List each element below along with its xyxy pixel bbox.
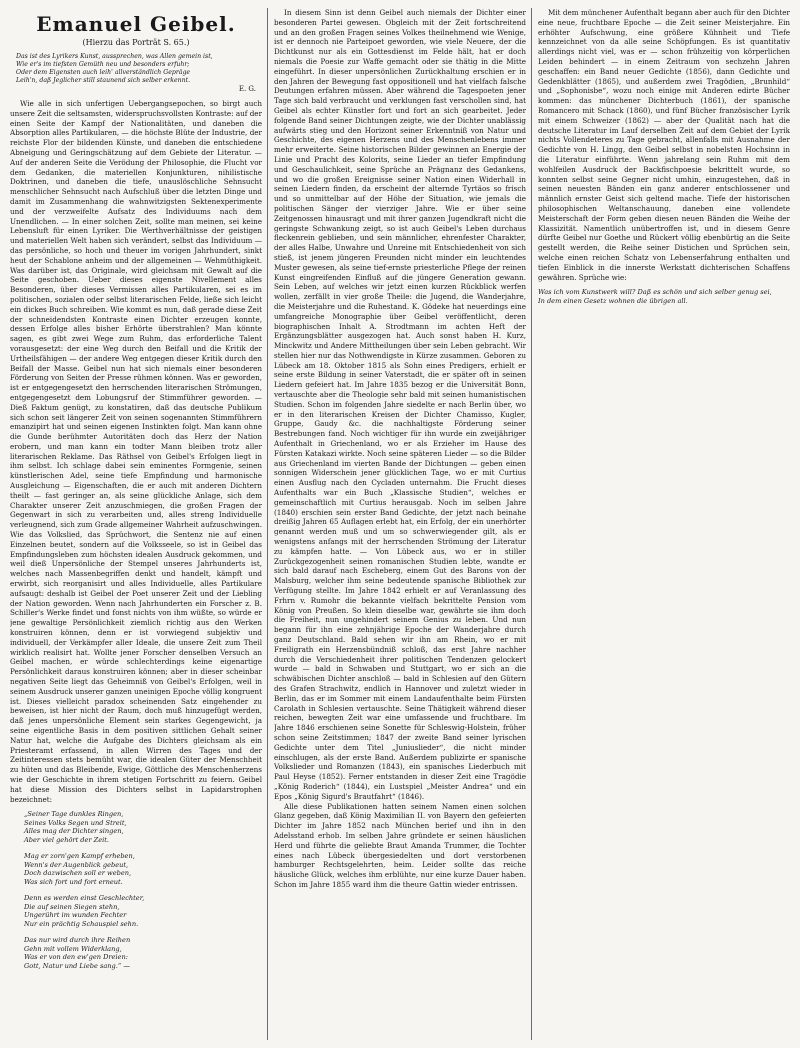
- poem-line: „Seiner Tage dunkles Ringen,: [24, 810, 124, 819]
- poem-line: Das nur wird durch ihre Reihen: [24, 936, 131, 945]
- poem-stanzas: [24, 810, 262, 970]
- poem-line: Aber viel gehört der Zeit.: [24, 835, 110, 844]
- motto-line: Oder dem Eigensten auch leih' allverständlich Gepräge: [16, 69, 191, 76]
- motto-line: Leih'n, daß Jeglicher still staunend sich selber erkennt.: [16, 77, 191, 84]
- motto-signature: E. G.: [238, 85, 256, 93]
- poem-line: Doch dazwischen soll er weben,: [24, 869, 132, 878]
- motto: [16, 53, 256, 85]
- body-paragraph: Alle diese Publikationen hatten seinem Namen einen solchen Glanz gegeben, daß König Maximilian II. von Bayern den gefeierten Dichter im Jahre 1852 nach München berief und ihn in den Adelsstand erhob. Im selben Jahre gründete er seinen häuslichen Herd und führte die geliebte Braut Amanda Trummer, die Tochter eines nach Lübeck übergesiedelten und dort verstorbenen hamburger Rechtsgelehrten, heim. Leider sollte das reiche häusliche Glück, welches ihm erblühte, nur eine kurze Dauer haben. Schon im Jahre 1855 ward ihm die theure Gattin wieder entrissen.: [274, 801, 526, 889]
- poem-line: [24, 886, 262, 894]
- poem-line: Nur ein prächtig Schauspiel sehn.: [24, 919, 139, 928]
- poem-line: Was er von den ew'gen Dreien:: [24, 953, 128, 962]
- poem-line: Alles mag der Dichter singen,: [24, 827, 124, 836]
- column-right: [538, 8, 790, 1040]
- poem-line: Gehn mit vollem Widerklang,: [24, 944, 122, 953]
- quote-line: In dem einen Gesetz wohnen die übrigen all.: [538, 296, 688, 305]
- column-rule: [531, 8, 532, 1040]
- poem-line: Was sich fort und fort erneut.: [24, 877, 123, 886]
- body-paragraph: Mit dem münchener Aufenthalt begann aber auch für den Dichter eine neue, fruchtbare Epoche — die Zeit seiner Meisterjahre. Ein erhöhter Aufschwung, eine größere Kühnheit und Tiefe kennzeichnet von da alle seine Schöpfungen. Es ist quantitativ allerdings nicht viel, was er — schon frühzeitig von körperlichen Leiden behindert — in einem Zeitraum von sechzehn Jahren geschaffen: ein Band neuer Gedichte (1856), dann Gedichte und Gedenkblätter (1865), und außerdem zwei Tragödien, „Brunhild“ und „Sophonisbe“, wozu noch einige mit Anderen edirte Bücher kommen: das münchener Dichterbuch (1861), der spanische Romancero mit Schack (1860), und fünf Bücher französischer Lyrik mit einem Schweizer (1862) — aber der Qualität nach hat die deutsche Literatur im Lauf derselben Zeit auf dem Gebiet der Lyrik nichts Vollendeteres zu Tage gebracht, allenfalls mit Ausnahme der Gedichte von H. Lingg, den Geibel selbst in nobelsten Hochsinn in die Literatur einführte. Wenn jahrelang sein Ruhm mit dem wohlfeilen Ausdruck der Backfischpoesie bekrittelt wurde, so konnten selbst seine Gegner nicht umhin, einzugestehen, daß in seinen neuesten Bänden ein ganz anderer entschlossener und männlich ernster Geist sich geltend mache. Tiefe der historischen philosophischen Weltanschauung, daneben eine vollendete Meisterschaft der Form geben diesen neuen Bänden die Weihe der Klassizität. Namentlich unübertroffen ist, und in diesem Genre dürfte Geibel nur Goethe und Rückert völlig ebenbürtig an die Seite gestellt werden, die Reihe seiner Distichen und Sprüchen sein, welche einen reichen Schatz von Lebenserfahrung enthalten und tiefen Einblick in die innerste Werkstatt dichterischen Schaffens gewähren. Sprüche wie:: [538, 8, 790, 282]
- poem-line: Wenn's der Augenblick gebeut,: [24, 860, 129, 869]
- article-subtitle: (Hierzu das Porträt S. 65.): [82, 38, 190, 47]
- column-left: [10, 8, 262, 1040]
- poem-line: Seines Volks Segen und Streit,: [24, 818, 127, 827]
- distich-quote: [538, 288, 790, 305]
- column-middle: [274, 8, 526, 1040]
- poem-line: Ungerührt im wunden Fechter: [24, 911, 127, 920]
- poem-line: Die auf seinen Siegen stehn,: [24, 902, 120, 911]
- motto-line: Wie er's im tiefsten Gemüth neu und besonders erfuhr;: [16, 61, 190, 68]
- poem-line: [24, 844, 262, 852]
- column-rule: [267, 8, 268, 1040]
- poem-line: Mag er zorn'gen Kampf erheben,: [24, 852, 135, 861]
- poem-line: [24, 928, 262, 936]
- article-title: Emanuel Geibel.: [36, 12, 236, 36]
- body-paragraph: In diesem Sinn ist denn Geibel auch niemals der Dichter einer besonderen Partei gewesen. Obgleich mit der Zeit fortschreitend und an den großen Fragen seines Volkes theilnehmend wie Wenige, ist er dennoch nie Parteipoet geworden, wie viele Neuere, der die Dichtkunst nur als ein Gottesdienst im Felde hält, hat er doch niemals die Poesie zur Waffe gemacht oder sie thätig in die Mitte eingeführt. In dieser unpersönlichen Zurückhaltung erschien er in den Jahren der Bewegung fast oppositionell und hat vielfach falsche Deutungen erfahren müssen. Aber während die Tagespoeten jener Tage sich bald verbraucht und verklungen fast verschollen sind, hat Geibel als echter Künstler fort und fort an sich gearbeitet. Jeder folgende Band seiner Dichtungen zeigte, wie der Dichter unablässig aufwärts stieg und den Horizont seiner Erkenntniß von Natur und Geschichte, des eigenen Herzens und des Menschenlebens immer mehr erweiterte. Seine historischen Bilder gewinnen an Energie der Linie und Pracht des Kolorits, seine Lieder an tiefer Empfindung und Geschaulichkeit, seine Sprüche an Prägnanz des Gedankens, und wo die großen Ereignisse seiner Nation einen Widerhall in seinen Liedern finden, da erscheint der alternde Tyrtäos so frisch und so unmittelbar auf der Höhe der Situation, wie jemals die politischen Sänger der vierziger Jahre. Wie er über seine Zeitgenossen hinausragt und mit ihrer ganzen Jugendkraft nicht die geringste Schwankung zeigt, so ist auch Geibel's Leben durchaus fleckenrein geblieben, und sein männlicher, ehrenfester Charakter, der alles Halbe, Unwahre und Unreine mit Entschiedenheit von sich stieß, ist jenem jüngeren Freunden nicht minder ein leuchtendes Muster gewesen, als seine tief-ernste priesterliche Pflege der reinen Kunst eingreifenden Einfluß auf die jüngere Generation gewann. Sein Leben, auf welches wir jetzt einen kurzen Rückblick werfen wollen, zerfällt in vier große Theile: die Jugend, die Wanderjahre, die Meisterjahre und die Ruhestand. K. Gödeke hat neuerdings eine umfangreiche Monographie über Geibel veröffentlicht, deren biographischen Inhalt A. Strodtmann im achten Heft der Ergänzungsblätter ausgezogen hat. Auch sonst haben H. Kurz, Minckwitz und Andere Mittheilungen über sein Leben gebracht. Wir stellen hier nur das Nothwendigste in Kürze zusammen. Geboren zu Lübeck am 18. Oktober 1815 als Sohn eines Predigers, erhielt er seine erste Bildung in seiner Vaterstadt, die er später oft in seinen Liedern gefeiert hat. Im Jahre 1835 bezog er die Universität Bonn, vertauschte aber die Theologie sehr bald mit seinen humanistischen Studien. Schon im folgenden Jahre siedelte er nach Berlin über, wo er in den literarischen Kreisen der Dichter Chamisso, Kugler, Gruppe, Gaudy &c. die nachhaltigste Förderung seiner Bestrebungen fand. Noch wichtiger für ihn wurde ein zweijähriger Aufenthalt in Griechenland, wo er als Erzieher im Hause des Fürsten Katakazi wirkte. Noch seine späteren Lieder — so die Bilder aus Griechenland im vierten Bande der Dichtungen — geben einen sonnigen Widerschein jener glücklichen Tage, wo er mit Curtius einen Ausflug nach den Cycladen unternahm. Die Frucht dieses Aufenthalts war ein Buch „Klassische Studien“, welches er gemeinschaftlich mit Curtius herausgab. Noch im selben Jahre (1840) erschien sein erster Band Gedichte, der jetzt nach beinahe dreißig Jahren 65 Auflagen erlebt hat, ein Erfolg, der ein unerhörter genannt werden muß und um so schwerwiegender gilt, als er wenigstens anfangs mit der herrschenden Strömung der Literatur zu kämpfen hatte. — Von Lübeck aus, wo er in stiller Zurückgezogenheit seinen romanischen Studien lebte, wandte er sich bald darauf nach Escheberg, einem Gut des Barons von der Malsburg, welcher ihm seine bedeutende spanische Bibliothek zur Verfügung stellte. Im Jahre 1842 erhielt er auf Veranlassung des Frhrn v. Rumohr die bekannte vielfach bekrittelte Pension vom König von Preußen. So klein dieselbe war, gewährte sie ihm doch die Freiheit, nun ungehindert seinem Genius zu leben. Und nun begann für ihn eine zehnjährige Epoche der Wanderjahre durch ganz Deutschland. Bald sehen wir ihn am Rhein, wo er mit Freiligrath ein Herzensbündniß schloß, das erst Jahre nachher durch die Verschiedenheit ihrer politischen Tendenzen gelockert wurde — bald in Schwaben und Stuttgart, wo er sich an die schwäbischen Dichter anschloß — bald in Schlesien auf den Gütern des Grafen Strachwitz, endlich in Hannover und zuletzt wieder in Berlin, das er im Sommer mit einem Landaufenthalte beim Fürsten Carolath in Schlesien vertauschte. Seine Thätigkeit während dieser reichen, bewegten Zeit war eine umfassende und fruchtbare. Im Jahre 1846 erschienen seine Sonette für Schleswig-Holstein, früher schon seine Zeitstimmen; 1847 der zweite Band seiner lyrischen Gedichte unter dem Titel „Juniuslieder“, die nicht minder einschlugen, als der erste Band. Außerdem publizirte er spanische Volkslieder und Romanzen (1843), ein spanisches Liederbuch mit Paul Heyse (1852). Ferner entstanden in dieser Zeit eine Tragödie „König Roderich“ (1844), ein Lustspiel „Meister Andrea“ und ein Epos „König Sigurd's Brautfahrt“ (1846).: [274, 8, 526, 801]
- body-paragraph: Wie alle in sich unfertigen Uebergangsepochen, so birgt auch unsere Zeit die seltsamsten, widerspruchsvollsten Kontraste: auf der einen Seite der Kampf der Nationalitäten, und daneben die Absorption alles Partikularen, — die höchste Blüte der Industrie, der reichste Flor der bildenden Künste, und daneben die entschiedene Abneigung und Geringschätzung auf dem Gebiete der Literatur. — Auf der anderen Seite die Verödung der Philosophie, die Flucht vor dem Gedanken, die materiellen Konjunkturen, nihilistische Doktrinen, und daneben die tiefe, unauslöschliche Sehnsucht menschlicher Sehnsucht nach Aufschluß über die letzten Dinge und damit im Zusammenhang die wahnwitzigsten Sektenexperimente und der verzweifelte Aufsatz des Individuums nach dem Unendlichen. — In einer solchen Zeit, sollte man meinen, sei keine Lebensluft für einen Lyriker. Die Werthverhältnisse der geistigen und materiellen Welt haben sich verändert, selbst das Individuum — das persönliche, so hoch und theuer im vorigen Jahrhundert, sinkt heut der Schablone anheim und der allgemeinen — Wehmüthigkeit. Was darüber ist, das Originale, wird gleichsam mit Gewalt auf die Seite geschoben. Ueber dieses eigenste Nivellement alles Besonderen, über dieses Vermissen alles Partikularen, sei es im politischen, sozialen oder selbst literarischen Felde, ließe sich leicht ein dickes Buch schreiben. Wie kommt es nun, daß gerade diese Zeit der schneidendsten Kontraste einen Dichter erzeugen konnte, dessen Erfolge alles bisher Erhörte überstrahlen? Man könnte sagen, es gibt zwei Wege zum Ruhm, das erforderliche Talent vorausgesetzt: der eine Weg durch den Beifall und die Kritik der Urtheilsfähigen — der andere Weg entgegen dieser Kritik durch den Beifall der Masse. Geibel nun hat sich niemals einer besonderen Förderung von Seiten der Presse rühmen können. Was er geworden, ist er entgegengesetzt den herrschenden literarischen Strömungen, entgegengesetzt dem Lobungsruf der Stimmführer geworden. — Dieß Faktum genügt, zu konstatiren, daß das deutsche Publikum sich schon seit längerer Zeit von seinen sogenannten Stimmführern emanzipirt hat und seinen eigenen Instinkten folgt. Man kann ohne die Gunde berühmter Autoritäten doch das Herz der Nation erobern, und man kann ein todter Mann bleiben trotz aller literarischen Reklame. Das Räthsel von Geibel's Erfolgen liegt in ihm selbst. Ich schlage dabei sein eminentes Formgenie, seinen künstlerischen Adel, seine tiefe Empfindung und harmonische Ausgleichung — Eigenschaften, die er auch mit anderen Dichtern theilt — fast geringer an, als seine glückliche Anlage, sich dem Charakter unserer Zeit anzuschmiegen, die großen Fragen der Gegenwart in sich zu verarbeiten und, alles streng Individuelle verleugnend, sich zum Grade allgemeiner Wahrheit aufzuschwingen. Wie das Volkslied, das Sprüchwort, die Sentenz nie auf einen Einzelnen beutet, sondern auf die Volksseele, so ist in Geibel das Empfindungsleben zum höchsten idealen Ausdruck gekommen, und weil dieß Unpersönliche der Stempel unseres Jahrhunderts ist, welches nach Massenbegriffen denkt und handelt, kämpft und erwirbt, sich reorganisirt und alles Individuelle, alles Partikulare aufsaugt: deshalb ist Geibel der Poet unserer Zeit und der Liebling der Nation geworden. Wenn nach Jahrhunderten ein Forscher z. B. Schiller's Werke findet und fonst nichts von ihm wüßte, so würde er jene gewaltige Persönlichkeit ziemlich richtig aus den Werken konstruiren können, denn er ist vorwiegend subjektiv und individuell, der Verkämpfer aller Ideale, die unsere Zeit zum Theil wirklich realisirt hat. Wollte jener Forscher denselben Versuch an Geibel machen, er würde schlechterdings keine eigenartige Persönlichkeit daraus konstruiren können; aber in dieser scheinbar negativen Seite liegt das Geheimniß von Geibel's Erfolgen, weil in seinem Ausdruck unserer ganzen uneinigen Epoche völlig kongruent ist. Dieses vielleicht paradox scheinenden Satz eingehender zu beweisen, ist hier nicht der Raum, doch muß hinzugefügt werden, daß jenes unpersönliche Element sein starkes Gegengewicht, ja seine eigentliche Basis in dem positiven sittlichen Gehalt seiner Natur hat, welche die Aufgabe des Dichters gleichsam als ein Priesteramt erfassend, in allen Wirren des Tages und der Zeitinteressen stets bemüht war, die idealen Güter der Menschheit zu hüten und das Bleibende, Ewige, Göttliche des Menschenherzens wie der Geschichte in ihrem stetigen Fortschritt zu feiern. Geibel hat diese Mission des Dichters selbst in Lapidarstrophen bezeichnet:: [10, 99, 262, 804]
- poem-line: Denn es werden einst Geschlechter,: [24, 894, 145, 903]
- poem-line: Gott, Natur und Liebe sang.“ —: [24, 961, 130, 970]
- motto-line: Das ist des Lyrikers Kunst, aussprechen, was Allen gemein ist,: [16, 53, 213, 60]
- quote-line: Was ich vom Kunstwerk will? Daß es schön und sich selber genug sei,: [538, 288, 772, 297]
